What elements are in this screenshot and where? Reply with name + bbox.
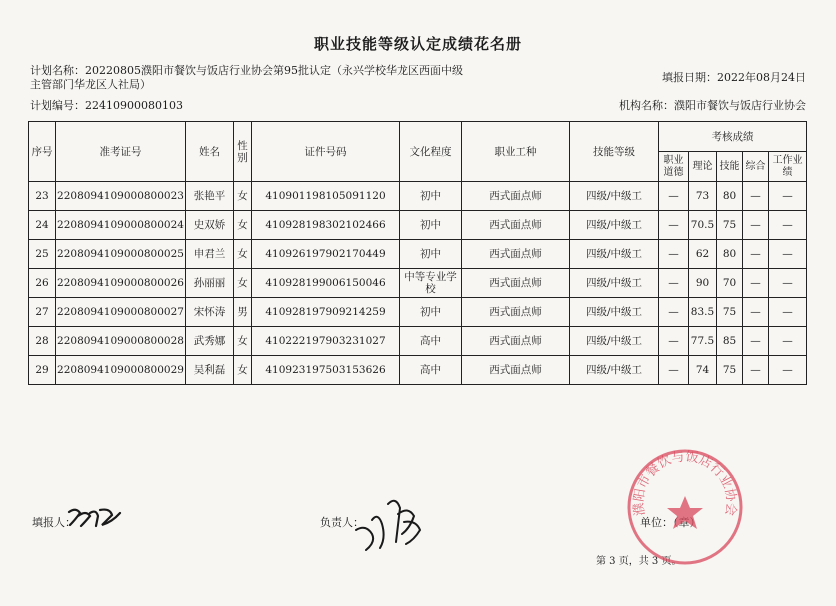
cell-gender: 女 xyxy=(234,356,252,385)
organization-name: 机构名称：濮阳市餐饮与饭店行业协会 xyxy=(619,99,806,112)
cell-ticket-number: 2208094109000800023 xyxy=(56,182,186,211)
table-row xyxy=(29,240,807,269)
cell-skill-level: 四级/中级工 xyxy=(570,269,659,298)
cell-overall-score: — xyxy=(743,327,769,356)
cell-education: 初中 xyxy=(400,211,462,240)
cell-skill-level: 四级/中级工 xyxy=(570,240,659,269)
cell-skill-score: 80 xyxy=(717,240,743,269)
cell-overall-score: — xyxy=(743,211,769,240)
head-signature xyxy=(352,490,424,554)
cell-performance-score: — xyxy=(769,182,807,211)
cell-skill-score: 75 xyxy=(717,356,743,385)
cell-seq: 24 xyxy=(29,211,56,240)
table-row xyxy=(29,269,807,298)
filler-signature xyxy=(66,504,126,530)
seal-star xyxy=(667,496,703,529)
cell-ticket-number: 2208094109000800027 xyxy=(56,298,186,327)
cell-gender: 女 xyxy=(234,211,252,240)
cell-theory-score: 74 xyxy=(689,356,717,385)
cell-gender: 女 xyxy=(234,182,252,211)
cell-theory-score: 77.5 xyxy=(689,327,717,356)
cell-job: 西式面点师 xyxy=(462,269,570,298)
cell-theory-score: 62 xyxy=(689,240,717,269)
header-skill: 技能 xyxy=(717,152,743,182)
cell-ticket-number: 2208094109000800029 xyxy=(56,356,186,385)
cell-performance-score: — xyxy=(769,356,807,385)
cell-job: 西式面点师 xyxy=(462,298,570,327)
cell-seq: 28 xyxy=(29,327,56,356)
cell-seq: 29 xyxy=(29,356,56,385)
header-scores: 考核成绩 xyxy=(659,122,807,152)
cell-skill-score: 70 xyxy=(717,269,743,298)
table-row xyxy=(29,211,807,240)
header-theory: 理论 xyxy=(689,152,717,182)
cell-overall-score: — xyxy=(743,298,769,327)
cell-education: 中等专业学校 xyxy=(400,269,462,298)
cell-skill-level: 四级/中级工 xyxy=(570,211,659,240)
cell-gender: 女 xyxy=(234,327,252,356)
cell-performance-score: — xyxy=(769,269,807,298)
head-label: 负责人： xyxy=(320,516,364,529)
cell-id-number: 410901198105091120 xyxy=(252,182,400,211)
cell-education: 高中 xyxy=(400,356,462,385)
cell-gender: 男 xyxy=(234,298,252,327)
cell-ethics-score: — xyxy=(659,327,689,356)
cell-job: 西式面点师 xyxy=(462,182,570,211)
cell-name: 史双娇 xyxy=(186,211,234,240)
cell-performance-score: — xyxy=(769,298,807,327)
header-name: 姓名 xyxy=(186,122,234,182)
cell-name: 武秀娜 xyxy=(186,327,234,356)
cell-ticket-number: 2208094109000800024 xyxy=(56,211,186,240)
plan-number: 计划编号：22410900080103 xyxy=(30,99,183,112)
cell-performance-score: — xyxy=(769,240,807,269)
cell-gender: 女 xyxy=(234,269,252,298)
cell-job: 西式面点师 xyxy=(462,240,570,269)
seal-text: 濮阳市餐饮与饭店行业协会 xyxy=(631,449,739,517)
header-overall: 综合 xyxy=(743,152,769,182)
cell-job: 西式面点师 xyxy=(462,327,570,356)
header-ethics: 职业道德 xyxy=(659,152,689,182)
cell-id-number: 410926197902170449 xyxy=(252,240,400,269)
cell-job: 西式面点师 xyxy=(462,356,570,385)
filler-label: 填报人： xyxy=(32,516,76,529)
cell-skill-level: 四级/中级工 xyxy=(570,327,659,356)
cell-theory-score: 90 xyxy=(689,269,717,298)
header-ticket: 准考证号 xyxy=(56,122,186,182)
cell-ethics-score: — xyxy=(659,211,689,240)
cell-seq: 26 xyxy=(29,269,56,298)
cell-ticket-number: 2208094109000800025 xyxy=(56,240,186,269)
cell-job: 西式面点师 xyxy=(462,211,570,240)
document-title: 职业技能等级认定成绩花名册 xyxy=(313,35,522,53)
header-level: 技能等级 xyxy=(570,122,659,182)
cell-seq: 23 xyxy=(29,182,56,211)
cell-skill-level: 四级/中级工 xyxy=(570,298,659,327)
cell-skill-level: 四级/中级工 xyxy=(570,356,659,385)
score-roster-table xyxy=(28,121,807,385)
cell-overall-score: — xyxy=(743,240,769,269)
cell-id-number: 410928199006150046 xyxy=(252,269,400,298)
cell-gender: 女 xyxy=(234,240,252,269)
cell-ethics-score: — xyxy=(659,269,689,298)
header-id: 证件号码 xyxy=(252,122,400,182)
cell-id-number: 410923197503153626 xyxy=(252,356,400,385)
cell-overall-score: — xyxy=(743,356,769,385)
cell-skill-score: 80 xyxy=(717,182,743,211)
table-row xyxy=(29,298,807,327)
cell-name: 孙丽丽 xyxy=(186,269,234,298)
cell-overall-score: — xyxy=(743,182,769,211)
cell-skill-level: 四级/中级工 xyxy=(570,182,659,211)
cell-name: 张艳平 xyxy=(186,182,234,211)
cell-performance-score: — xyxy=(769,327,807,356)
cell-seq: 27 xyxy=(29,298,56,327)
cell-theory-score: 73 xyxy=(689,182,717,211)
cell-seq: 25 xyxy=(29,240,56,269)
header-gender: 性别 xyxy=(234,122,252,182)
roster-body xyxy=(29,182,807,385)
cell-id-number: 410222197903231027 xyxy=(252,327,400,356)
cell-name: 宋怀涛 xyxy=(186,298,234,327)
cell-id-number: 410928198302102466 xyxy=(252,211,400,240)
cell-ethics-score: — xyxy=(659,298,689,327)
cell-name: 申君兰 xyxy=(186,240,234,269)
unit-label: 单位：（章） xyxy=(640,516,701,529)
cell-id-number: 410928197909214259 xyxy=(252,298,400,327)
table-row xyxy=(29,327,807,356)
page-info: 第 3 页，共 3 页。 xyxy=(596,556,682,567)
cell-theory-score: 83.5 xyxy=(689,298,717,327)
cell-ethics-score: — xyxy=(659,182,689,211)
table-row xyxy=(29,356,807,385)
cell-ticket-number: 2208094109000800028 xyxy=(56,327,186,356)
cell-education: 高中 xyxy=(400,327,462,356)
cell-overall-score: — xyxy=(743,269,769,298)
fill-date: 填报日期：2022年08月24日 xyxy=(662,71,806,84)
cell-education: 初中 xyxy=(400,240,462,269)
cell-education: 初中 xyxy=(400,182,462,211)
cell-ethics-score: — xyxy=(659,240,689,269)
cell-skill-score: 75 xyxy=(717,211,743,240)
table-row xyxy=(29,182,807,211)
header-seq: 序号 xyxy=(29,122,56,182)
official-seal xyxy=(622,444,748,570)
cell-skill-score: 75 xyxy=(717,298,743,327)
header-job: 职业工种 xyxy=(462,122,570,182)
plan-name: 计划名称：20220805濮阳市餐饮与饭店行业协会第95批认定（永兴学校华龙区西面中级主管部门华龙区人社局） xyxy=(30,64,463,91)
cell-performance-score: — xyxy=(769,211,807,240)
header-performance: 工作业绩 xyxy=(769,152,807,182)
cell-theory-score: 70.5 xyxy=(689,211,717,240)
cell-ticket-number: 2208094109000800026 xyxy=(56,269,186,298)
cell-ethics-score: — xyxy=(659,356,689,385)
cell-skill-score: 85 xyxy=(717,327,743,356)
header-education: 文化程度 xyxy=(400,122,462,182)
cell-name: 吴利磊 xyxy=(186,356,234,385)
cell-education: 初中 xyxy=(400,298,462,327)
